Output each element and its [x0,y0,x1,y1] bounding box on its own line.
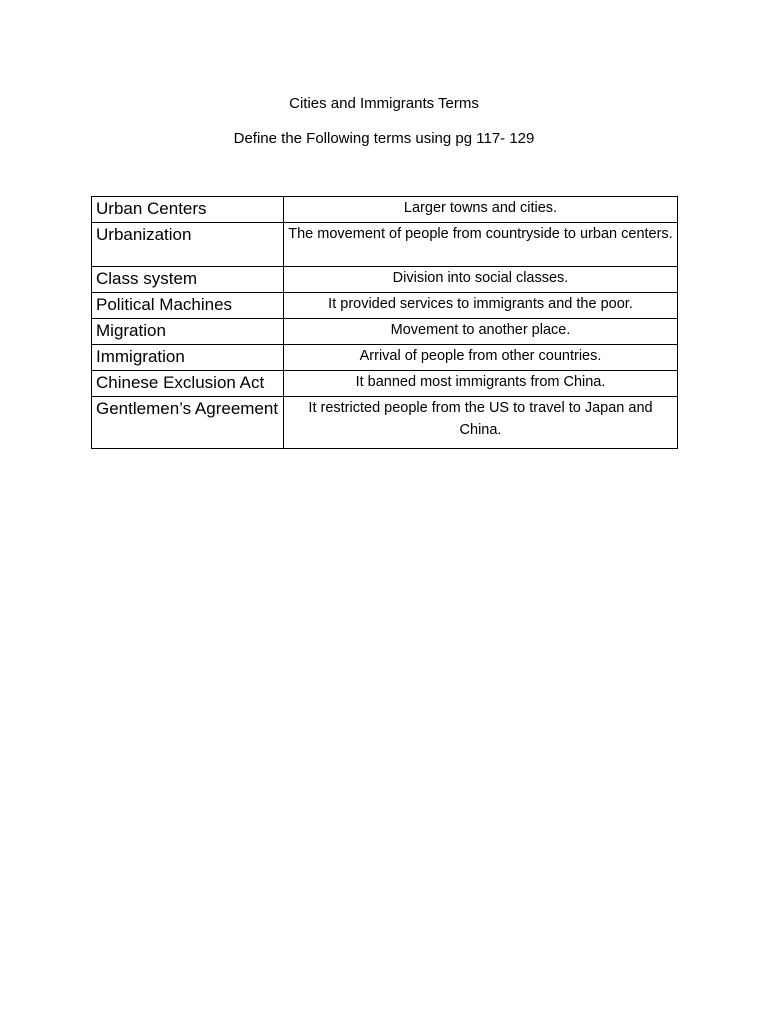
definition-cell: It banned most immigrants from China. [284,371,678,397]
definition-cell: Arrival of people from other countries. [284,345,678,371]
table-row [92,197,678,223]
table-row [92,345,678,371]
definition-cell: Larger towns and cities. [284,197,678,223]
term-cell: Urban Centers [92,197,284,223]
definition-cell: The movement of people from countryside to urban centers. [284,223,678,267]
definition-cell: It restricted people from the US to travel to Japan and China. [284,397,678,449]
document-subtitle: Define the Following terms using pg 117- 129 [233,130,535,147]
table-row [92,293,678,319]
terms-table [91,196,678,449]
term-cell: Migration [92,319,284,345]
table-row [92,223,678,267]
term-cell: Class system [92,267,284,293]
term-cell: Gentlemen’s Agreement [92,397,284,449]
term-cell: Political Machines [92,293,284,319]
definition-cell: Division into social classes. [284,267,678,293]
term-cell: Immigration [92,345,284,371]
table-row [92,397,678,449]
term-cell: Urbanization [92,223,284,267]
table-row [92,319,678,345]
table-row [92,267,678,293]
term-cell: Chinese Exclusion Act [92,371,284,397]
definition-cell: Movement to another place. [284,319,678,345]
table-row [92,371,678,397]
document-title: Cities and Immigrants Terms [289,95,479,112]
definition-cell: It provided services to immigrants and the poor. [284,293,678,319]
